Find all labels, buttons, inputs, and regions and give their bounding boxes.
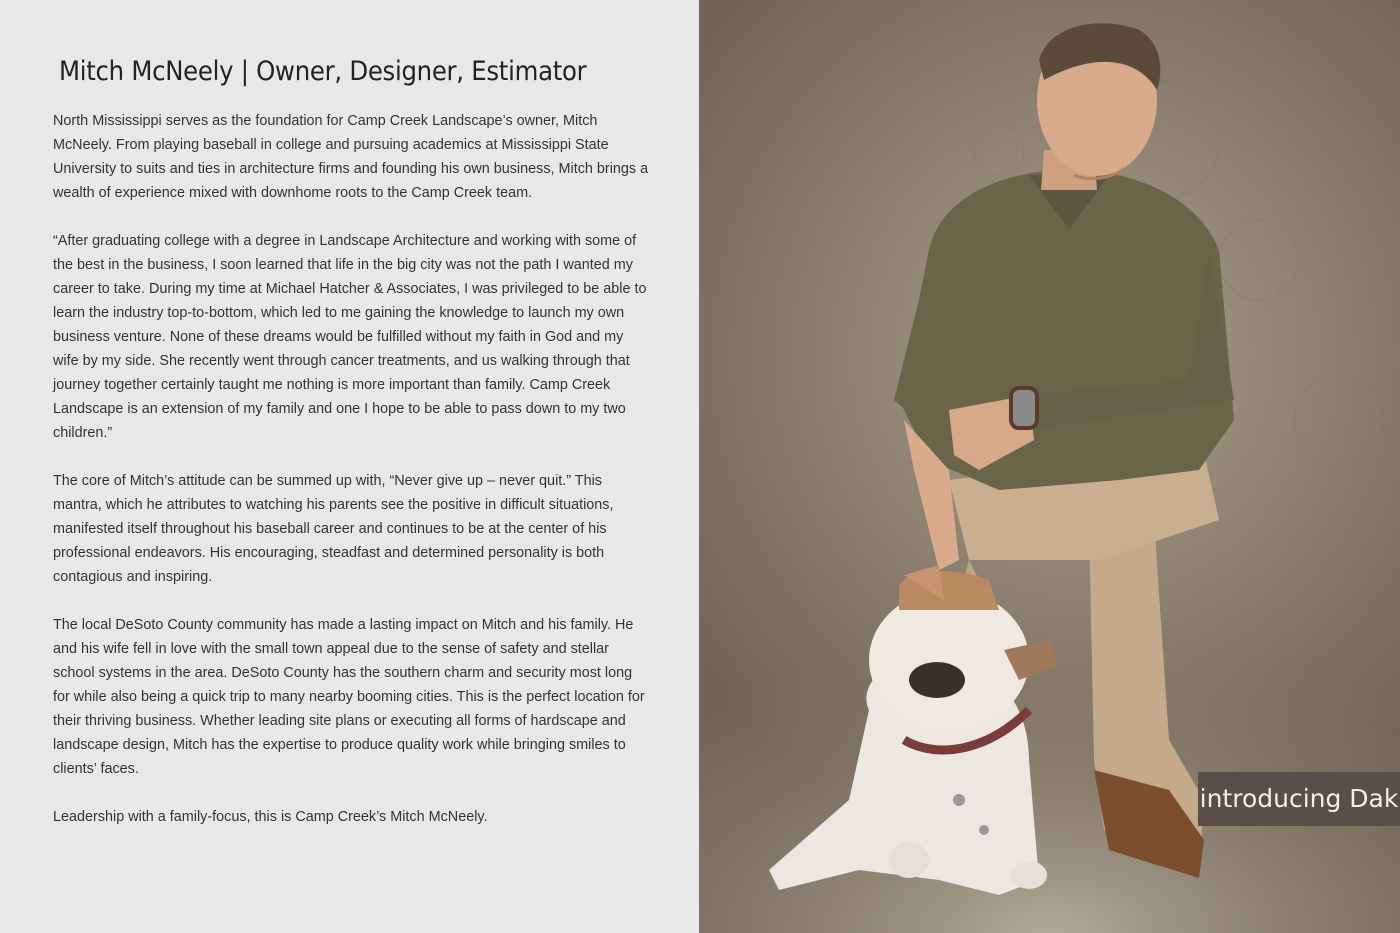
- photo-caption: introducing Dak: [1198, 772, 1400, 826]
- bio-text: [53, 109, 651, 853]
- bio-paragraph-2: “After graduating college with a degree in Landscape Architecture and working with some of the best in the business, I soon learned that life in the big city was not the path I wanted my career to take. During my time at Michael Hatcher & Associates, I was privileged to be able to learn the industry top-to-bottom, which led to me gaining the knowledge to launch my own business venture. None of these dreams would be fulfilled without my faith in God and my wife by my side. She recently went through cancer treatments, and us walking through that journey together certainly taught me nothing is more important than family. Camp Creek Landscape is an extension of my family and one I hope to be able to pass down to my two children.”: [53, 233, 647, 441]
- bio-paragraph-3: The core of Mitch’s attitude can be summed up with, “Never give up – never quit.” This mantra, which he attributes to watching his parents see the positive in difficult situations, manifested itself throughout his baseball career and continues to be at the center of his professional endeavors. His encouraging, steadfast and determined personality is both contagious and inspiring.: [53, 473, 614, 585]
- page-title: Mitch McNeely | Owner, Designer, Estimator: [59, 56, 587, 87]
- bio-paragraph-5: Leadership with a family-focus, this is Camp Creek’s Mitch McNeely.: [53, 809, 488, 825]
- bio-paragraph-4: The local DeSoto County community has made a lasting impact on Mitch and his family. He and his wife fell in love with the small town appeal due to the sense of safety and stellar school systems in the area. DeSoto County has the southern charm and security most long for while also being a quick trip to many nearby booming cities. This is the perfect location for their thriving business. Whether leading site plans or executing all forms of hardscape and landscape design, Mitch has the expertise to produce quality work while bringing smiles to clients’ faces.: [53, 617, 645, 777]
- bio-paragraph-1: North Mississippi serves as the foundation for Camp Creek Landscape’s owner, Mitch McNeely. From playing baseball in college and pursuing academics at Mississippi State University to suits and ties in architecture firms and founding his own business, Mitch brings a wealth of experience mixed with downhome roots to the Camp Creek team.: [53, 113, 649, 201]
- bio-panel: [0, 0, 699, 933]
